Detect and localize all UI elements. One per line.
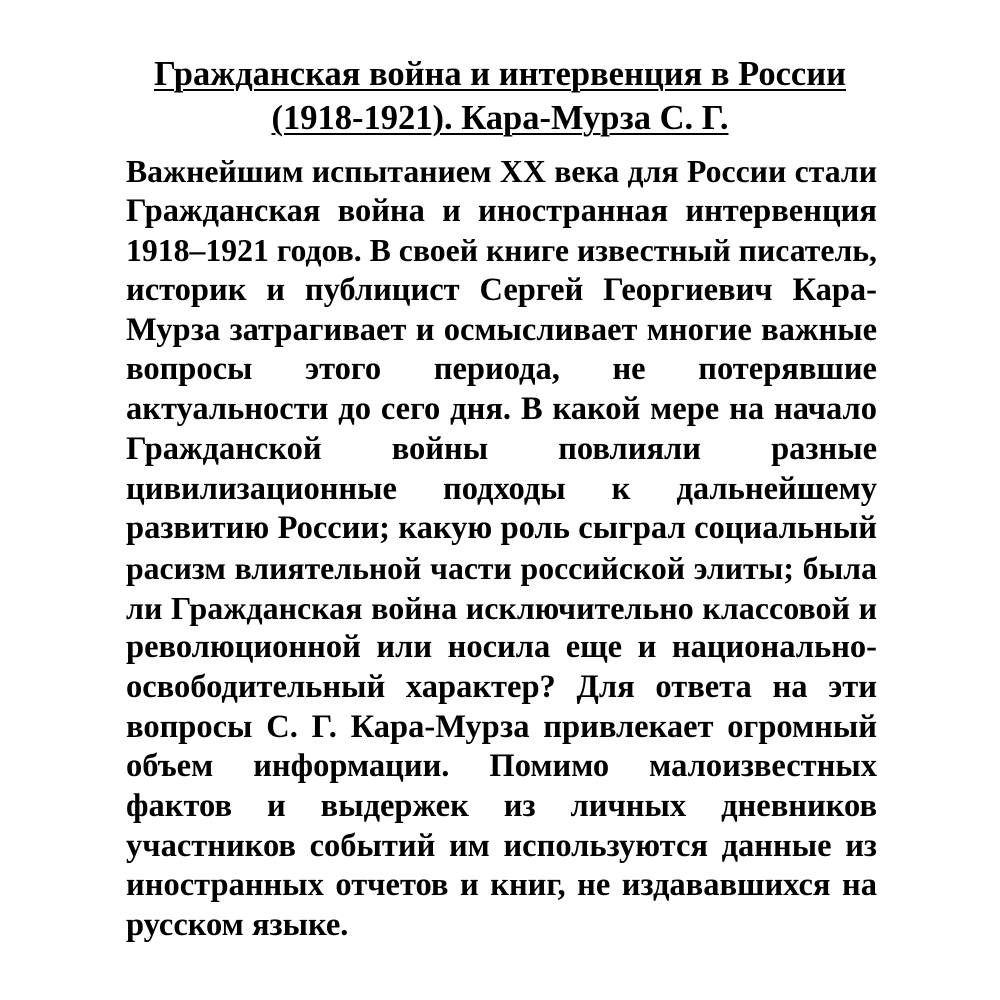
description-line: фактов и выдержек из личных дневников [126,788,877,824]
description-line: ли Гражданская война исключительно классовой и [126,589,877,626]
description-line: вопросы С. Г. Кара-Мурза привлекает огромный [126,708,877,745]
description-line: объем информации. Помимо малоизвестных [126,748,877,785]
description-line: иностранных отчетов и книг, не издававшихся на [126,867,877,904]
description-line: участников событий им используются данные из [126,827,877,864]
title-line-text: Гражданская война и интервенция в России [154,55,846,93]
description-line: 1918–1921 годов. В своей книге известный писатель, [126,233,877,269]
book-description [126,152,877,946]
title-line [100,52,900,96]
description-line: освободительный характер? Для ответа на эти [126,668,877,705]
description-line: историк и публицист Сергей Георгиевич Кара- [126,272,877,309]
title-line-text: (1918-1921). Кара-Мурза С. Г. [271,99,729,137]
title-line [100,96,900,140]
description-line: расизм влиятельной части российской элиты; была [126,550,877,586]
document-title [100,52,900,140]
description-line: развитию России; какую роль сыграл социальный [126,510,877,547]
description-line: Гражданской войны повлияли разные [126,430,877,467]
description-line: Мурза затрагивает и осмысливает многие важные [126,311,877,348]
description-line: русском языке. [126,907,349,944]
description-line: революционной или носила еще и национально- [126,629,877,666]
description-line: вопросы этого периода, не потерявшие [126,351,877,388]
description-line: актуальности до сего дня. В какой мере на начало [126,391,877,428]
description-line: Гражданская война и иностранная интервенция [126,192,877,229]
description-line: Важнейшим испытанием XX века для России стали [126,154,877,189]
description-line: цивилизационные подходы к дальнейшему [126,470,877,507]
